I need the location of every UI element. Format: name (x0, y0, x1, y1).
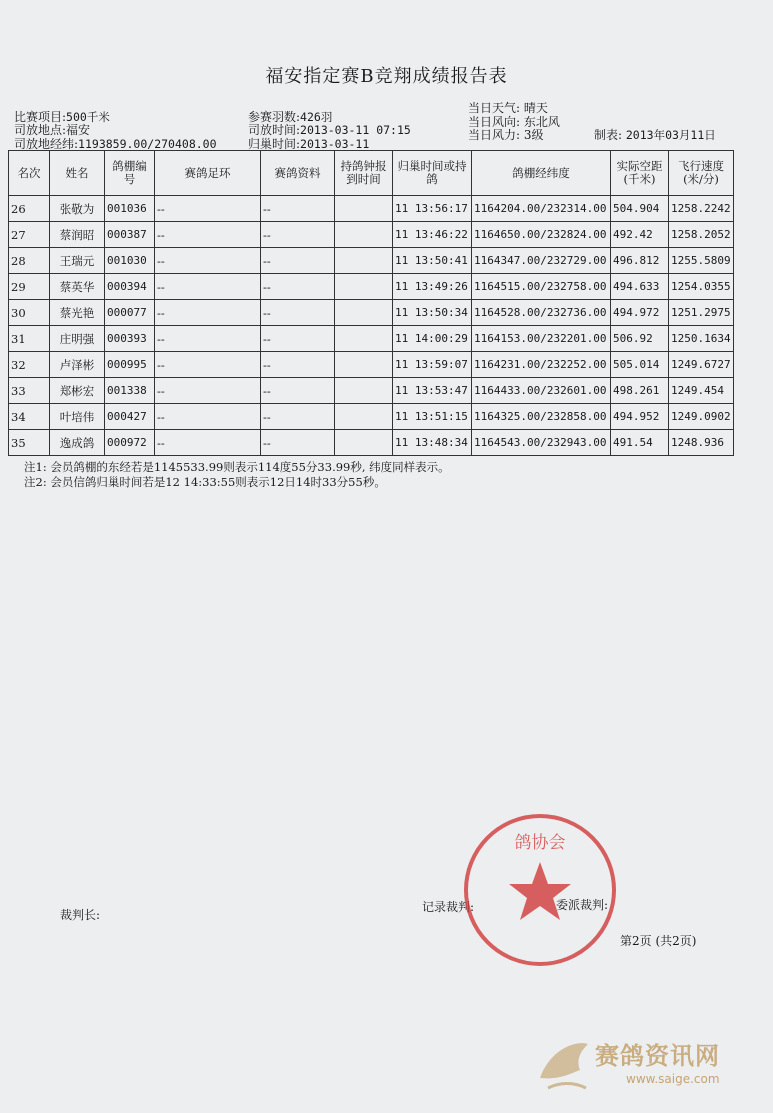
cell-rank: 30 (9, 300, 50, 326)
cell-rank: 29 (9, 274, 50, 300)
cell-coord: 1164515.00/232758.00 (472, 274, 611, 300)
page-title: 福安指定赛B竞翔成绩报告表 (265, 66, 508, 87)
cell-loft: 001036 (105, 196, 155, 222)
header-coord: 鸽棚经纬度 (472, 151, 611, 196)
cell-loft: 000394 (105, 274, 155, 300)
table-row (9, 300, 734, 326)
cell-clock (335, 352, 393, 378)
cell-info: -- (261, 248, 335, 274)
results-table (8, 150, 734, 456)
cell-ring: -- (155, 430, 261, 456)
cell-speed: 1248.936 (669, 430, 734, 456)
cell-loft: 000995 (105, 352, 155, 378)
cell-info: -- (261, 222, 335, 248)
cell-coord: 1164650.00/232824.00 (472, 222, 611, 248)
cell-ring: -- (155, 378, 261, 404)
cell-info: -- (261, 274, 335, 300)
cell-distance: 506.92 (611, 326, 669, 352)
cell-rank: 27 (9, 222, 50, 248)
page-number: 第2页 (共2页) (620, 934, 697, 948)
pigeon-logo-icon (530, 1030, 600, 1100)
cell-rank: 32 (9, 352, 50, 378)
cell-distance: 496.812 (611, 248, 669, 274)
cell-name: 叶培伟 (50, 404, 105, 430)
cell-speed: 1249.0902 (669, 404, 734, 430)
cell-coord: 1164231.00/232252.00 (472, 352, 611, 378)
cell-info: -- (261, 300, 335, 326)
table-row (9, 404, 734, 430)
header-clock: 持鸽钟报到时间 (335, 151, 393, 196)
table-row (9, 326, 734, 352)
cell-clock (335, 222, 393, 248)
cell-name: 逸成鸽 (50, 430, 105, 456)
cell-distance: 494.952 (611, 404, 669, 430)
cell-time: 11 13:51:15 (393, 404, 472, 430)
cell-name: 郑彬宏 (50, 378, 105, 404)
table-row (9, 352, 734, 378)
watermark (530, 1030, 770, 1102)
cell-clock (335, 196, 393, 222)
cell-loft: 000077 (105, 300, 155, 326)
cell-ring: -- (155, 274, 261, 300)
cell-clock (335, 274, 393, 300)
cell-time: 11 13:53:47 (393, 378, 472, 404)
table-row (9, 430, 734, 456)
cell-ring: -- (155, 196, 261, 222)
cell-speed: 1250.1634 (669, 326, 734, 352)
cell-coord: 1164433.00/232601.00 (472, 378, 611, 404)
cell-coord: 1164153.00/232201.00 (472, 326, 611, 352)
cell-name: 庄明强 (50, 326, 105, 352)
note-1: 注1: 会员鸽棚的东经若是1145533.99则表示114度55分33.99秒, 纬度同样表示。 (24, 460, 450, 474)
cell-ring: -- (155, 352, 261, 378)
info-made-date: 制表: 2013年03月11日 (594, 128, 716, 142)
cell-time: 11 13:50:41 (393, 248, 472, 274)
cell-ring: -- (155, 222, 261, 248)
info-return-time: 归巢时间:2013-03-11 (248, 137, 370, 151)
header-ring: 赛鸽足环 (155, 151, 261, 196)
info-project: 比赛项目:500千米 (14, 110, 110, 124)
cell-name: 王瑞元 (50, 248, 105, 274)
header-info: 赛鸽资料 (261, 151, 335, 196)
cell-distance: 491.54 (611, 430, 669, 456)
cell-ring: -- (155, 404, 261, 430)
info-wind-direction: 当日风向: 东北风 (468, 115, 560, 129)
cell-name: 蔡润昭 (50, 222, 105, 248)
cell-speed: 1258.2242 (669, 196, 734, 222)
info-wind-force: 当日风力: 3级 (468, 128, 544, 142)
table-header-row (9, 151, 734, 196)
cell-name: 蔡光艳 (50, 300, 105, 326)
cell-rank: 28 (9, 248, 50, 274)
cell-info: -- (261, 352, 335, 378)
cell-distance: 494.633 (611, 274, 669, 300)
cell-clock (335, 430, 393, 456)
header-speed: 飞行速度(米/分) (669, 151, 734, 196)
cell-speed: 1249.454 (669, 378, 734, 404)
cell-speed: 1254.0355 (669, 274, 734, 300)
watermark-url: www.saige.com (626, 1072, 720, 1086)
table-row (9, 248, 734, 274)
cell-coord: 1164543.00/232943.00 (472, 430, 611, 456)
cell-clock (335, 404, 393, 430)
cell-rank: 33 (9, 378, 50, 404)
cell-name: 卢泽彬 (50, 352, 105, 378)
cell-ring: -- (155, 326, 261, 352)
info-release-coord: 司放地经纬:1193859.00/270408.00 (14, 137, 217, 151)
cell-coord: 1164325.00/232858.00 (472, 404, 611, 430)
table-row (9, 196, 734, 222)
header-time: 归巢时间或持鸽 (393, 151, 472, 196)
cell-speed: 1251.2975 (669, 300, 734, 326)
cell-ring: -- (155, 248, 261, 274)
cell-ring: -- (155, 300, 261, 326)
cell-time: 11 13:50:34 (393, 300, 472, 326)
note-2: 注2: 会员信鸽归巢时间若是12 14:33:55则表示12日14时33分55秒。 (24, 475, 386, 489)
cell-speed: 1249.6727 (669, 352, 734, 378)
info-release-time: 司放时间:2013-03-11 07:15 (248, 123, 411, 137)
cell-loft: 000393 (105, 326, 155, 352)
cell-name: 张敬为 (50, 196, 105, 222)
header-name: 姓名 (50, 151, 105, 196)
cell-rank: 26 (9, 196, 50, 222)
cell-rank: 31 (9, 326, 50, 352)
cell-distance: 504.904 (611, 196, 669, 222)
notes (24, 460, 450, 490)
table-row (9, 222, 734, 248)
table-row (9, 274, 734, 300)
cell-loft: 000972 (105, 430, 155, 456)
header-loft: 鸽棚编号 (105, 151, 155, 196)
cell-clock (335, 248, 393, 274)
info-weather: 当日天气: 晴天 (468, 101, 548, 115)
chief-judge-label: 裁判长: (60, 908, 101, 922)
cell-loft: 001338 (105, 378, 155, 404)
cell-rank: 34 (9, 404, 50, 430)
cell-distance: 505.014 (611, 352, 669, 378)
association-stamp (460, 810, 620, 970)
stamp-text: 鸽协会 (514, 833, 566, 853)
cell-distance: 494.972 (611, 300, 669, 326)
cell-clock (335, 300, 393, 326)
info-release-place: 司放地点:福安 (14, 123, 91, 137)
cell-coord: 1164204.00/232314.00 (472, 196, 611, 222)
cell-distance: 492.42 (611, 222, 669, 248)
cell-clock (335, 326, 393, 352)
cell-clock (335, 378, 393, 404)
cell-time: 11 13:59:07 (393, 352, 472, 378)
cell-loft: 000387 (105, 222, 155, 248)
cell-info: -- (261, 404, 335, 430)
cell-time: 11 13:49:26 (393, 274, 472, 300)
cell-speed: 1258.2052 (669, 222, 734, 248)
cell-time: 11 13:48:34 (393, 430, 472, 456)
stamp-star-icon (509, 862, 571, 920)
delegate-judge-label: 委派裁判: (556, 898, 609, 912)
header-rank: 名次 (9, 151, 50, 196)
cell-distance: 498.261 (611, 378, 669, 404)
header-distance: 实际空距(千米) (611, 151, 669, 196)
cell-loft: 000427 (105, 404, 155, 430)
cell-speed: 1255.5809 (669, 248, 734, 274)
cell-info: -- (261, 326, 335, 352)
cell-info: -- (261, 378, 335, 404)
cell-rank: 35 (9, 430, 50, 456)
recorder-judge-label: 记录裁判: (422, 900, 475, 914)
cell-coord: 1164347.00/232729.00 (472, 248, 611, 274)
cell-loft: 001030 (105, 248, 155, 274)
cell-coord: 1164528.00/232736.00 (472, 300, 611, 326)
cell-time: 11 13:46:22 (393, 222, 472, 248)
watermark-text: 赛鸽资讯网 (595, 1042, 720, 1070)
table-row (9, 378, 734, 404)
cell-time: 11 13:56:17 (393, 196, 472, 222)
cell-name: 蔡英华 (50, 274, 105, 300)
cell-info: -- (261, 430, 335, 456)
cell-time: 11 14:00:29 (393, 326, 472, 352)
cell-info: -- (261, 196, 335, 222)
info-birds: 参赛羽数:426羽 (248, 110, 333, 124)
